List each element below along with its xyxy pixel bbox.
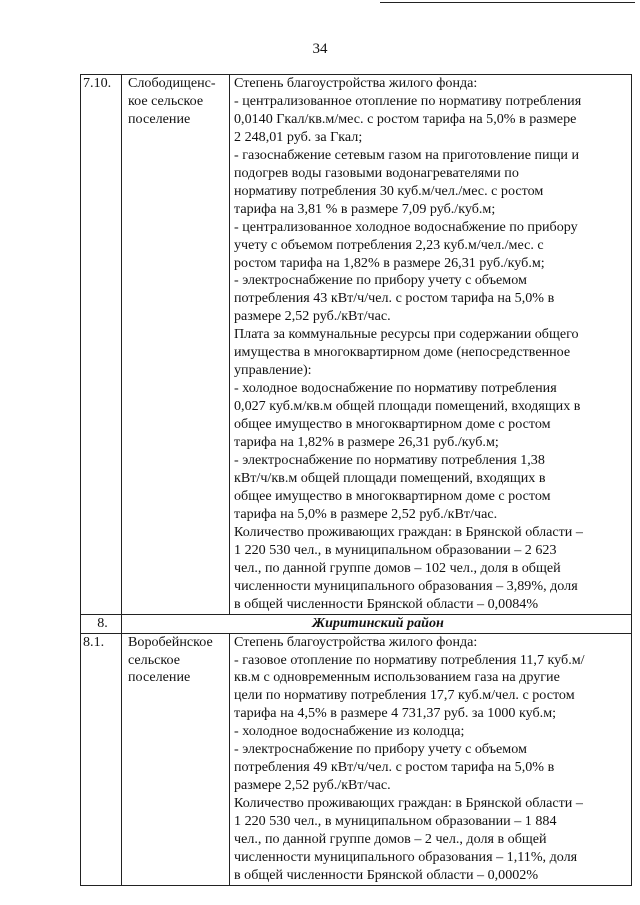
description-line: 0,027 куб.м/кв.м общей площади помещений, входящих в [234, 398, 581, 415]
row-number: 7.10. [81, 75, 122, 615]
settlement-name-line: Воробейнское [128, 633, 213, 650]
description-line: потребления 43 кВт/ч/чел. с ростом тарифа на 5,0% в [234, 290, 555, 307]
description-line: 2 248,01 руб. за Гкал; [234, 128, 363, 145]
description-line: тарифа на 1,82% в размере 26,31 руб./куб.м; [234, 434, 499, 451]
settlement-name-line: Слободищенс- [128, 75, 216, 91]
tariff-table [80, 74, 632, 886]
description-line: - электроснабжение по нормативу потребления 1,38 [234, 452, 545, 469]
description-line: тарифа на 5,0% в размере 2,52 руб./кВт/час. [234, 505, 498, 522]
description-line: в общей численности Брянской области – 0,0002% [234, 866, 539, 883]
top-rule [380, 2, 635, 3]
table-row [81, 633, 632, 885]
description-line: 1 220 530 чел., в муниципальном образовании – 1 884 [234, 813, 557, 830]
description-line: цели по нормативу потребления 17,7 куб.м/чел. с ростом [234, 687, 575, 704]
settlement-name-line: кое сельское [128, 92, 204, 109]
description-line: Плата за коммунальные ресурсы при содержании общего [234, 326, 579, 343]
description-line: Количество проживающих граждан: в Брянской области – [234, 795, 583, 812]
description-line: ростом тарифа на 1,82% в размере 26,31 руб./куб.м; [234, 254, 545, 271]
description-line: Степень благоустройства жилого фонда: [234, 75, 478, 91]
description-line: - электроснабжение по прибору учету с объемом [234, 741, 527, 758]
improvement-description [230, 75, 632, 615]
description-line: кВт/ч/кв.м общей площади помещений, входящих в [234, 469, 546, 486]
description-line: - централизованное холодное водоснабжение по прибору [234, 218, 578, 235]
settlement-name-line: поселение [128, 110, 191, 127]
description-line: - газоснабжение сетевым газом на приготовление пищи и [234, 146, 580, 163]
description-line: 0,0140 Гкал/кв.м/мес. с ростом тарифа на 5,0% в размере [234, 110, 577, 127]
description-line: подогрев воды газовыми водонагревателями по [234, 164, 519, 181]
description-line: - газовое отопление по нормативу потребления 11,7 куб.м/ [234, 651, 585, 668]
description-line: 1 220 530 чел., в муниципальном образовании – 2 623 [234, 541, 557, 558]
description-line: численности муниципального образования – 1,11%, доля [234, 848, 578, 865]
description-line: чел., по данной группе домов – 102 чел., доля в общей [234, 559, 561, 576]
description-line: размере 2,52 руб./кВт/час. [234, 777, 391, 794]
row-number: 8.1. [81, 633, 122, 885]
description-line: кв.м с одновременным использованием газа на другие [234, 669, 560, 686]
description-line: в общей численности Брянской области – 0,0084% [234, 595, 539, 612]
settlement-name [122, 633, 230, 885]
description-line: чел., по данной группе домов – 2 чел., доля в общей [234, 831, 547, 848]
row-number: 8. [81, 614, 122, 633]
table-row [81, 75, 632, 615]
description-line: тарифа на 3,81 % в размере 7,09 руб./куб.м; [234, 200, 496, 217]
description-line: Степень благоустройства жилого фонда: [234, 633, 478, 650]
description-line: размере 2,52 руб./кВт/час. [234, 308, 391, 325]
description-line: Количество проживающих граждан: в Брянской области – [234, 523, 583, 540]
description-line: управление): [234, 362, 312, 379]
description-line: учету с объемом потребления 2,23 куб.м/чел./мес. с [234, 236, 544, 253]
settlement-name-line: сельское [128, 651, 181, 668]
description-line: - холодное водоснабжение из колодца; [234, 723, 465, 740]
description-line: потребления 49 кВт/ч/чел. с ростом тарифа на 5,0% в [234, 759, 555, 776]
description-line: - холодное водоснабжение по нормативу потребления [234, 380, 557, 397]
description-line: нормативу потребления 30 куб.м/чел./мес. с ростом [234, 182, 544, 199]
description-line: - централизованное отопление по нормативу потребления [234, 92, 582, 109]
settlement-name [122, 75, 230, 615]
description-line: численности муниципального образования – 3,89%, доля [234, 577, 578, 594]
improvement-description [230, 633, 632, 885]
settlement-name-line: поселение [128, 669, 191, 686]
description-line: - электроснабжение по прибору учету с объемом [234, 272, 527, 289]
description-line: имущества в многоквартирном доме (непосредственное [234, 344, 571, 361]
description-line: общее имущество в многоквартирном доме с ростом [234, 487, 551, 504]
section-title: Жиритинский район [122, 614, 632, 633]
table-body [81, 75, 632, 886]
section-row [81, 614, 632, 633]
description-line: тарифа на 4,5% в размере 4 731,37 руб. за 1000 куб.м; [234, 705, 557, 722]
description-line: общее имущество в многоквартирном доме с ростом [234, 416, 551, 433]
page-number: 34 [312, 41, 328, 57]
